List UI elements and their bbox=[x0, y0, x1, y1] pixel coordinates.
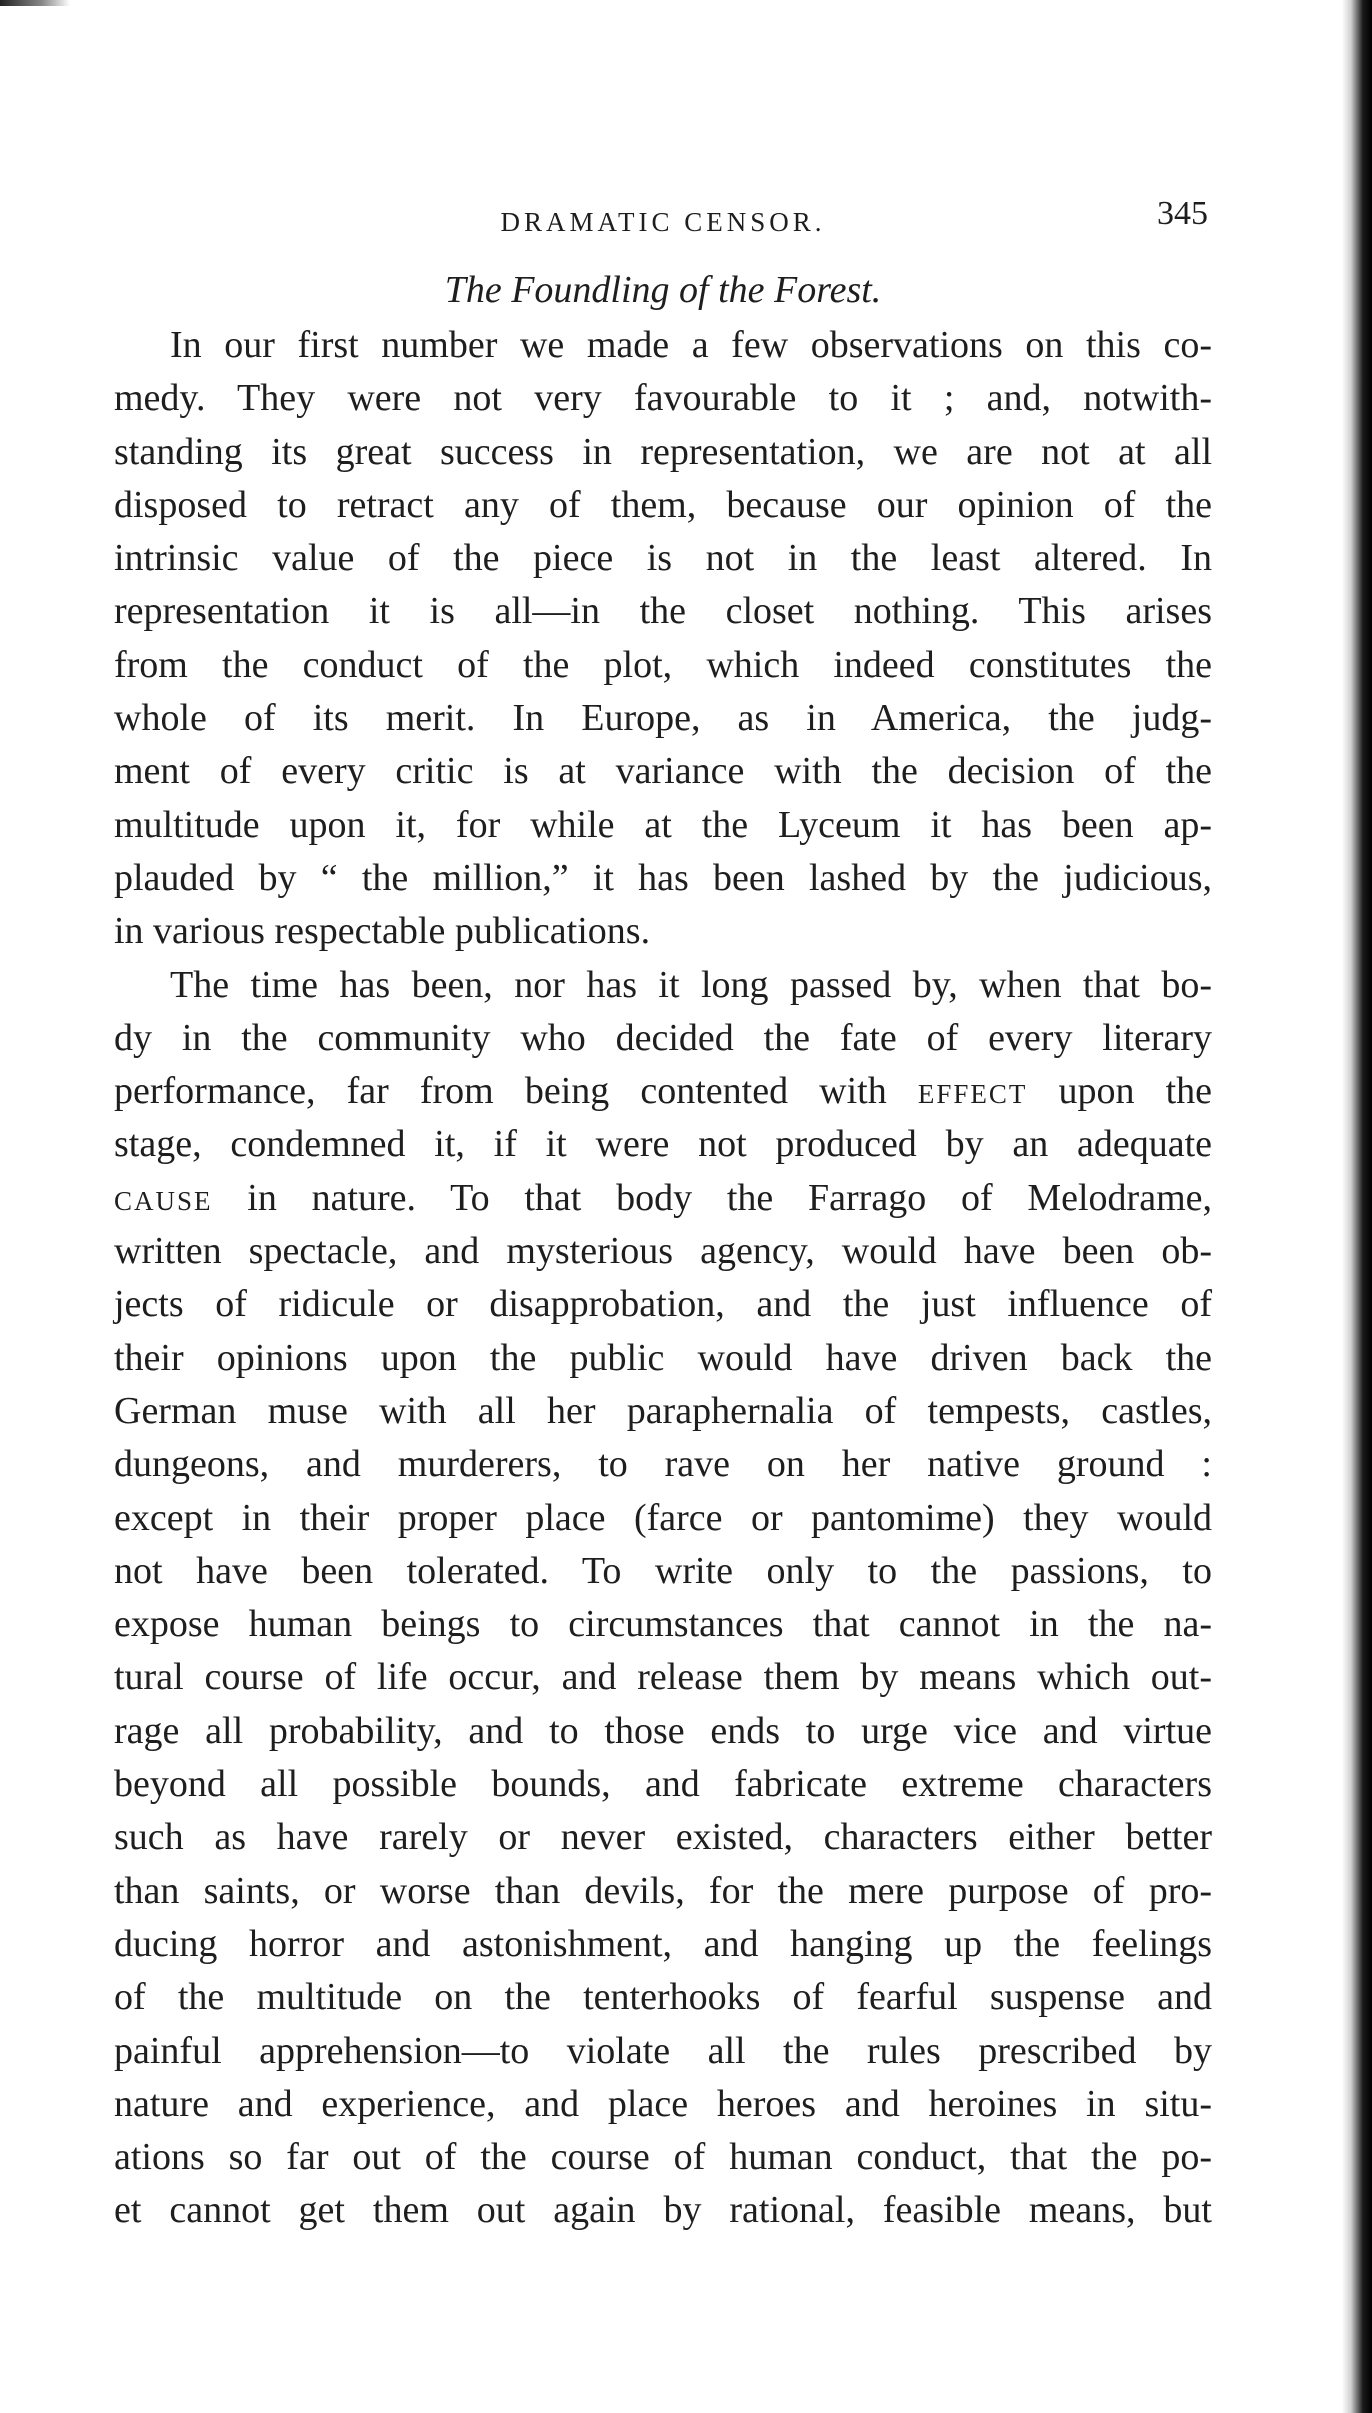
section-title: The Foundling of the Forest. bbox=[444, 269, 882, 311]
small-caps-word: effect bbox=[917, 1070, 1028, 1113]
text-line: of the multitude on the tenterhooks of fearful suspense and bbox=[114, 1976, 1212, 2019]
text-line: from the conduct of the plot, which indeed constitutes the bbox=[114, 643, 1212, 686]
text-line: intrinsic value of the piece is not in the least altered. In bbox=[114, 537, 1212, 580]
text-line bbox=[114, 1172, 1212, 1225]
text-line: dy in the community who decided the fate of every literary bbox=[114, 1016, 1212, 1059]
text-line: stage, condemned it, if it were not produced by an adequate bbox=[114, 1123, 1212, 1166]
paragraph-1 bbox=[114, 319, 1212, 959]
text-line: jects of ridicule or disapprobation, and the just influence of bbox=[114, 1283, 1212, 1326]
running-head bbox=[114, 195, 1212, 255]
text-line: The time has been, nor has it long passed by, when that bo- bbox=[170, 963, 1212, 1006]
text-line: tural course of life occur, and release them by means which out- bbox=[114, 1656, 1212, 1699]
text-line: such as have rarely or never existed, characters either better bbox=[114, 1816, 1212, 1859]
text-line: rage all probability, and to those ends to urge vice and virtue bbox=[114, 1709, 1212, 1752]
running-head-title: DRAMATIC CENSOR. bbox=[500, 207, 826, 237]
text-line: medy. They were not very favourable to it ; and, notwith- bbox=[114, 377, 1212, 420]
text-line: et cannot get them out again by rational, feasible means, but bbox=[114, 2189, 1212, 2232]
scan-corner-mark bbox=[0, 0, 70, 6]
text-line: standing its great success in representation, we are not at all bbox=[114, 430, 1212, 473]
page-number: 345 bbox=[1157, 195, 1208, 232]
text-line: In our first number we made a few observations on this co- bbox=[170, 324, 1212, 366]
text-fragment: in nature. To that body the Farrago of Melodrame, bbox=[247, 1176, 1213, 1219]
text-line: whole of its merit. In Europe, as in America, the judg- bbox=[114, 697, 1212, 740]
text-line: not have been tolerated. To write only to the passions, to bbox=[114, 1549, 1212, 1592]
text-line: multitude upon it, for while at the Lyceum it has been ap- bbox=[114, 803, 1212, 846]
text-line: plauded by “ the million,” it has been lashed by the judicious, bbox=[114, 856, 1212, 899]
text-fragment: upon the bbox=[1058, 1070, 1213, 1113]
book-page bbox=[114, 195, 1212, 2238]
text-line: disposed to retract any of them, because our opinion of the bbox=[114, 483, 1212, 526]
text-line: beyond all possible bounds, and fabricate extreme characters bbox=[114, 1763, 1212, 1806]
text-line: German muse with all her paraphernalia of tempests, castles, bbox=[114, 1389, 1212, 1432]
text-line: representation it is all—in the closet nothing. This arises bbox=[114, 590, 1212, 633]
page-edge-shadow bbox=[1342, 0, 1372, 2413]
text-line: in various respectable publications. bbox=[114, 910, 651, 953]
text-line: written spectacle, and mysterious agency, would have been ob- bbox=[114, 1230, 1212, 1273]
text-line: their opinions upon the public would have driven back the bbox=[114, 1336, 1212, 1379]
text-line: expose human beings to circumstances that cannot in the na- bbox=[114, 1603, 1212, 1646]
paragraph-2 bbox=[114, 959, 1212, 2238]
text-line: nature and experience, and place heroes and heroines in situ- bbox=[114, 2082, 1212, 2125]
text-line: painful apprehension—to violate all the rules prescribed by bbox=[114, 2029, 1212, 2072]
text-line: ations so far out of the course of human conduct, that the po- bbox=[114, 2136, 1212, 2179]
text-line: ment of every critic is at variance with the decision of the bbox=[114, 750, 1212, 793]
small-caps-word: cause bbox=[114, 1176, 213, 1219]
text-line: than saints, or worse than devils, for the mere purpose of pro- bbox=[114, 1869, 1212, 1912]
text-line: dungeons, and murderers, to rave on her native ground : bbox=[114, 1443, 1212, 1486]
text-line: ducing horror and astonishment, and hanging up the feelings bbox=[114, 1922, 1212, 1965]
text-fragment: performance, far from being contented with bbox=[114, 1070, 887, 1113]
text-line: except in their proper place (farce or pantomime) they would bbox=[114, 1496, 1212, 1539]
text-line bbox=[114, 1065, 1212, 1118]
